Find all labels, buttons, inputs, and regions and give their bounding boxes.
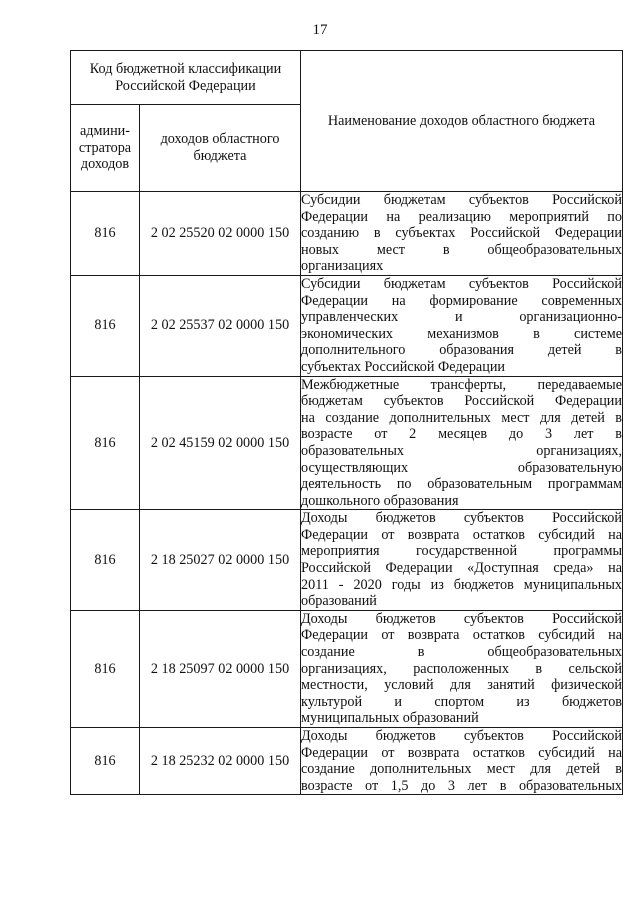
description-line: образовательных организациях, — [301, 442, 622, 459]
table-row — [71, 728, 623, 795]
description-line: Доходы бюджетов субъектов Российской — [301, 728, 622, 744]
description-line: мероприятия государственной программы — [301, 543, 622, 560]
table-row — [71, 610, 623, 727]
budget-classification-table — [70, 50, 623, 795]
description-line: Субсидии бюджетам субъектов Российской — [301, 192, 622, 208]
header-budget-classification-code: Код бюджетной классификации Российской Федерации — [71, 51, 301, 105]
description-line: новых мест в общеобразовательных — [301, 241, 622, 258]
description-line: образований — [301, 593, 377, 610]
header-administrator: админи-стратора доходов — [71, 105, 140, 192]
budget-income-code: 2 18 25097 02 0000 150 — [140, 610, 301, 727]
budget-income-code: 2 18 25027 02 0000 150 — [140, 510, 301, 611]
table-row — [71, 510, 623, 611]
budget-income-code: 2 02 25537 02 0000 150 — [140, 275, 301, 376]
description-line: муниципальных образований — [301, 710, 479, 727]
description-line: культурой и спортом из бюджетов — [301, 693, 622, 710]
description-line: управленческих и организационно- — [301, 309, 622, 326]
description-line: бюджетам субъектов Российской Федерации — [301, 393, 622, 410]
header-regional-income: доходов областного бюджета — [140, 105, 301, 192]
description-line: дополнительного образования детей в — [301, 342, 622, 359]
income-description — [301, 728, 623, 795]
description-line: Федерации на реализацию мероприятий по — [301, 208, 622, 225]
income-description — [301, 610, 623, 727]
income-description — [301, 510, 623, 611]
description-line: Федерации от возврата остатков субсидий на — [301, 627, 622, 644]
description-line: создание в общеобразовательных — [301, 644, 622, 661]
description-line: организациях, расположенных в сельской — [301, 660, 622, 677]
administrator-code: 816 — [71, 275, 140, 376]
description-line: Федерации на формирование современных — [301, 292, 622, 309]
income-description — [301, 275, 623, 376]
description-line: создание дополнительных мест для детей в — [301, 761, 622, 778]
table-row — [71, 376, 623, 510]
description-line: осуществляющих образовательную — [301, 459, 622, 476]
description-line: деятельность по образовательным программам — [301, 476, 622, 493]
budget-income-code: 2 18 25232 02 0000 150 — [140, 728, 301, 795]
administrator-code: 816 — [71, 610, 140, 727]
budget-income-code: 2 02 25520 02 0000 150 — [140, 192, 301, 276]
description-line: Федерации от возврата остатков субсидий на — [301, 526, 622, 543]
page-number: 17 — [312, 22, 328, 38]
income-description — [301, 192, 623, 276]
description-line: Российской Федерации «Доступная среда» на — [301, 560, 622, 577]
budget-income-code: 2 02 45159 02 0000 150 — [140, 376, 301, 510]
table-row — [71, 275, 623, 376]
description-line: Доходы бюджетов субъектов Российской — [301, 510, 622, 527]
description-line: экономических механизмов в системе — [301, 325, 622, 342]
description-line: Федерации от возврата остатков субсидий на — [301, 744, 622, 761]
description-line: организациях — [301, 258, 384, 275]
description-line: субъектах Российской Федерации — [301, 358, 505, 375]
description-line: 2011 - 2020 годы из бюджетов муниципальных — [301, 576, 622, 593]
description-line: на создание дополнительных мест для детей в — [301, 409, 622, 426]
description-line: дошкольного образования — [301, 492, 459, 509]
description-line: созданию в субъектах Российской Федерации — [301, 225, 622, 242]
administrator-code: 816 — [71, 728, 140, 795]
description-line: местности, условий для занятий физической — [301, 677, 622, 694]
administrator-code: 816 — [71, 376, 140, 510]
income-description — [301, 376, 623, 510]
description-line: Межбюджетные трансферты, передаваемые — [301, 376, 622, 393]
description-line: возрасте от 1,5 до 3 лет в образовательных — [301, 777, 622, 794]
administrator-code: 816 — [71, 192, 140, 276]
header-income-name: Наименование доходов областного бюджета — [301, 51, 623, 192]
administrator-code: 816 — [71, 510, 140, 611]
description-line: возрасте от 2 месяцев до 3 лет в — [301, 426, 622, 443]
description-line: Субсидии бюджетам субъектов Российской — [301, 275, 622, 292]
table-row — [71, 192, 623, 276]
description-line: Доходы бюджетов субъектов Российской — [301, 610, 622, 627]
